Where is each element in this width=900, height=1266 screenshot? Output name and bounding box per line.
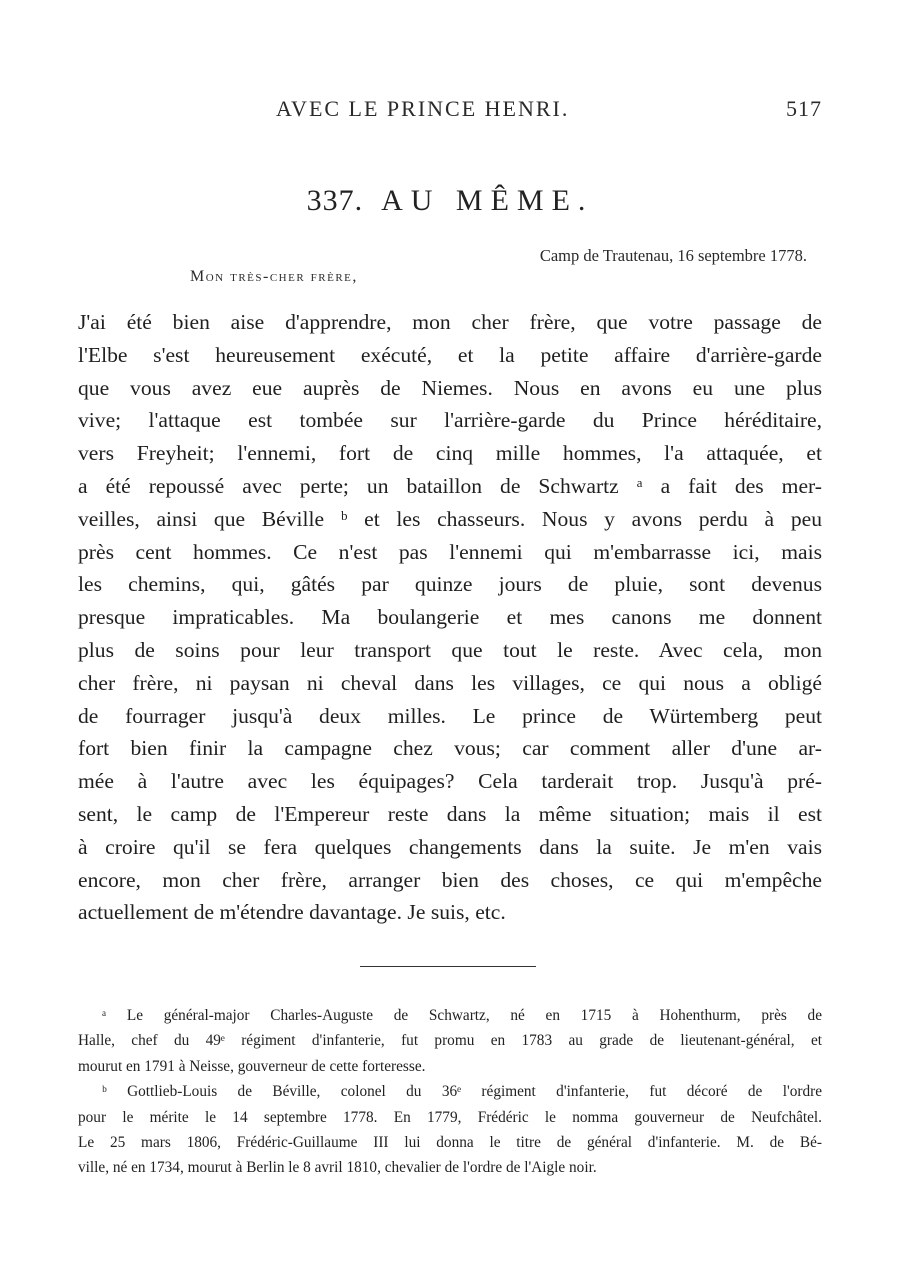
letter-heading bbox=[0, 184, 900, 218]
body-line: actuellement de m'étendre davantage. Je suis, etc. bbox=[78, 900, 506, 925]
footnote-line: mourut en 1791 à Neisse, gouverneur de cette forteresse. bbox=[78, 1057, 426, 1075]
body-line: l'Elbe s'est heureusement exécuté, et la petite affaire d'arrière-garde bbox=[78, 342, 822, 367]
body-line: veilles, ainsi que Béville ᵇ et les chasseurs. Nous y avons perdu à peu bbox=[78, 506, 822, 531]
body-line: à croire qu'il se fera quelques changements dans la suite. Je m'en vais bbox=[78, 834, 822, 859]
body-line: près cent hommes. Ce n'est pas l'ennemi qui m'embarrasse ici, mais bbox=[78, 539, 822, 564]
footnote-line: ᵇ Gottlieb-Louis de Béville, colonel du 36ᵉ régiment d'infanterie, fut décoré de l'ordre bbox=[102, 1083, 822, 1101]
body-line: vive; l'attaque est tombée sur l'arrière-garde du Prince héréditaire, bbox=[78, 408, 822, 433]
footnotes bbox=[78, 1003, 822, 1181]
footnote-line: ville, né en 1734, mourut à Berlin le 8 avril 1810, chevalier de l'ordre de l'Aigle noir. bbox=[78, 1159, 597, 1177]
body-line: cher frère, ni paysan ni cheval dans les villages, ce qui nous a obligé bbox=[78, 670, 822, 695]
footnote-line: Halle, chef du 49ᵉ régiment d'infanterie, fut promu en 1783 au grade de lieutenant-général, et bbox=[78, 1032, 822, 1050]
footnote-separator bbox=[360, 966, 536, 967]
footnote-line: pour le mérite le 14 septembre 1778. En 1779, Frédéric le nomma gouverneur de Neufchâtel. bbox=[78, 1108, 822, 1126]
body-line: plus de soins pour leur transport que tout le reste. Avec cela, mon bbox=[78, 637, 822, 662]
running-title: AVEC LE PRINCE HENRI. bbox=[276, 96, 570, 121]
salutation: Mon très-cher frère, bbox=[190, 268, 358, 285]
body-line: de fourrager jusqu'à deux milles. Le prince de Würtemberg peut bbox=[78, 703, 822, 728]
letter-title: AU MÊME. bbox=[381, 184, 594, 217]
footnote-line: Le 25 mars 1806, Frédéric-Guillaume III lui donna le titre de général d'infanterie. M. de Bé- bbox=[78, 1133, 822, 1151]
dateline: Camp de Trautenau, 16 septembre 1778. bbox=[539, 246, 807, 265]
body-line: fort bien finir la campagne chez vous; car comment aller d'une ar- bbox=[78, 736, 822, 761]
page-number: 517 bbox=[786, 96, 822, 121]
footnote-line: ᵃ Le général-major Charles-Auguste de Schwartz, né en 1715 à Hohenthurm, près de bbox=[102, 1007, 822, 1024]
letter-body bbox=[78, 306, 822, 929]
body-line: a été repoussé avec perte; un bataillon de Schwartz ᵃ a fait des mer- bbox=[78, 473, 822, 498]
body-line: les chemins, qui, gâtés par quinze jours de pluie, sont devenus bbox=[78, 572, 822, 597]
body-line: vers Freyheit; l'ennemi, fort de cinq mille hommes, l'a attaquée, et bbox=[78, 441, 822, 466]
letter-number: 337. bbox=[306, 184, 364, 217]
body-line: sent, le camp de l'Empereur reste dans la même situation; mais il est bbox=[78, 801, 822, 826]
body-line: que vous avez eue auprès de Niemes. Nous en avons eu une plus bbox=[78, 375, 822, 400]
body-line: J'ai été bien aise d'apprendre, mon cher frère, que votre passage de bbox=[78, 310, 822, 334]
body-line: mée à l'autre avec les équipages? Cela tarderait trop. Jusqu'à pré- bbox=[78, 769, 822, 794]
body-line: presque impraticables. Ma boulangerie et mes canons me donnent bbox=[78, 605, 822, 630]
body-line: encore, mon cher frère, arranger bien des choses, ce qui m'empêche bbox=[78, 867, 822, 892]
